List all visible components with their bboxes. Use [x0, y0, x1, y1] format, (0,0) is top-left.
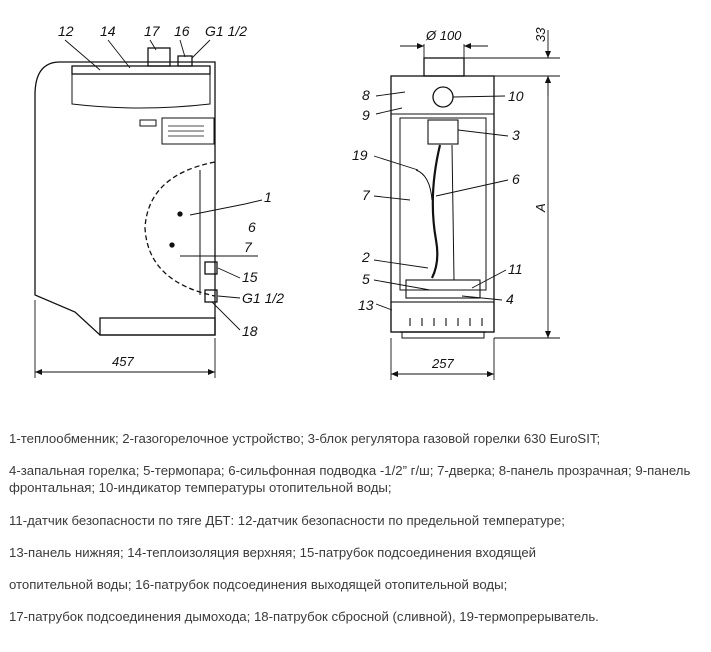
side-labels	[352, 27, 548, 371]
leader-line	[374, 280, 430, 290]
legend-line-3: 11-датчик безопасности по тяге ДБТ: 12-датчик безопасности по предельной температуре;	[9, 513, 565, 528]
callout-10: 10	[508, 88, 524, 104]
callout-13: 13	[358, 297, 374, 313]
front-bottom-panel	[100, 318, 215, 335]
front-top-insulation	[72, 66, 210, 74]
front-dot	[178, 212, 182, 216]
front-width-value: 457	[112, 354, 134, 369]
front-body-outline	[35, 62, 215, 335]
callout-7-side: 7	[362, 187, 370, 203]
side-bottom-panel	[391, 302, 494, 332]
thermocouple-wire	[452, 145, 454, 280]
leader-line	[374, 260, 428, 268]
leader-line	[453, 96, 505, 97]
top-offset-value: 33	[533, 27, 548, 42]
leader-line	[192, 40, 210, 58]
callout-8: 8	[362, 87, 370, 103]
bellows-hose	[432, 145, 440, 278]
leader-line	[374, 156, 418, 170]
thermal-switch-wire	[416, 170, 432, 200]
callout-5: 5	[362, 271, 370, 287]
leader-line	[376, 108, 402, 114]
callout-g1-outlet: G1 1/2	[205, 23, 248, 39]
legend-line-2: 4-запальная горелка; 5-термопара; 6-сильфонная подводка -1/2” г/ш; 7-дверка; 8-панель прозрачная; 9-панель фронтальная; 10-индикатор температуры отопительной воды;	[9, 463, 691, 495]
flue-diameter-value: Ø 100	[426, 28, 462, 43]
legend-line-4: 13-панель нижняя; 14-теплоизоляция верхняя; 15-патрубок подсоединения входящей	[9, 545, 537, 560]
front-labels	[58, 23, 284, 369]
front-flue-pipe	[148, 48, 170, 66]
leader-line	[374, 196, 410, 200]
front-upper-panel	[72, 74, 210, 108]
side-flue-pipe	[424, 58, 464, 76]
legend-line-5: отопительной воды; 16-патрубок подсоединения выходящей отопительной воды;	[9, 577, 508, 592]
gas-regulator-block	[428, 120, 458, 144]
callout-18: 18	[242, 323, 258, 339]
heat-exchanger-arc	[145, 162, 215, 296]
side-base	[402, 332, 484, 338]
legend-line-6: 17-патрубок подсоединения дымохода; 18-патрубок сбросной (сливной), 19-термопрерыватель.	[9, 609, 599, 624]
callout-14: 14	[100, 23, 116, 39]
callout-11: 11	[508, 261, 523, 277]
leader-line	[108, 40, 130, 68]
leader-line	[190, 204, 245, 215]
callout-9: 9	[362, 107, 370, 123]
temperature-indicator	[433, 87, 453, 107]
burner-nozzles	[410, 318, 482, 326]
leader-line	[218, 268, 240, 278]
leader-line	[436, 180, 508, 196]
burner-assembly	[406, 280, 480, 298]
leader-line	[212, 302, 240, 330]
side-transparent-panel	[391, 76, 494, 114]
side-width-value: 257	[432, 356, 454, 371]
leader-line	[180, 40, 185, 57]
callout-3: 3	[512, 127, 520, 143]
leader-line	[472, 270, 506, 288]
front-dot	[170, 243, 174, 247]
callout-1: 1	[264, 189, 272, 205]
callout-15: 15	[242, 269, 258, 285]
side-view	[391, 58, 494, 338]
front-view	[35, 48, 217, 335]
callout-19: 19	[352, 147, 368, 163]
callout-6-side: 6	[512, 171, 520, 187]
leader-line	[218, 296, 240, 298]
leader-line	[245, 200, 262, 204]
callout-17: 17	[144, 23, 160, 39]
leader-line	[458, 130, 508, 136]
callout-g1-inlet: G1 1/2	[242, 290, 285, 306]
height-dimension-value: A	[533, 203, 548, 212]
side-leaders	[374, 92, 508, 310]
callout-7-front: 7	[244, 239, 252, 255]
callout-2: 2	[362, 249, 370, 265]
callout-12: 12	[58, 23, 74, 39]
nameplate-tag	[140, 120, 156, 126]
legend-line-1: 1-теплообменник; 2-газогорелочное устройство; 3-блок регулятора газовой горелки 630 EuroSIT;	[9, 431, 601, 446]
callout-4: 4	[506, 291, 514, 307]
front-outlet-pipe	[178, 56, 192, 66]
callout-6-front: 6	[248, 219, 256, 235]
callout-16: 16	[174, 23, 190, 39]
leader-line	[376, 304, 392, 310]
